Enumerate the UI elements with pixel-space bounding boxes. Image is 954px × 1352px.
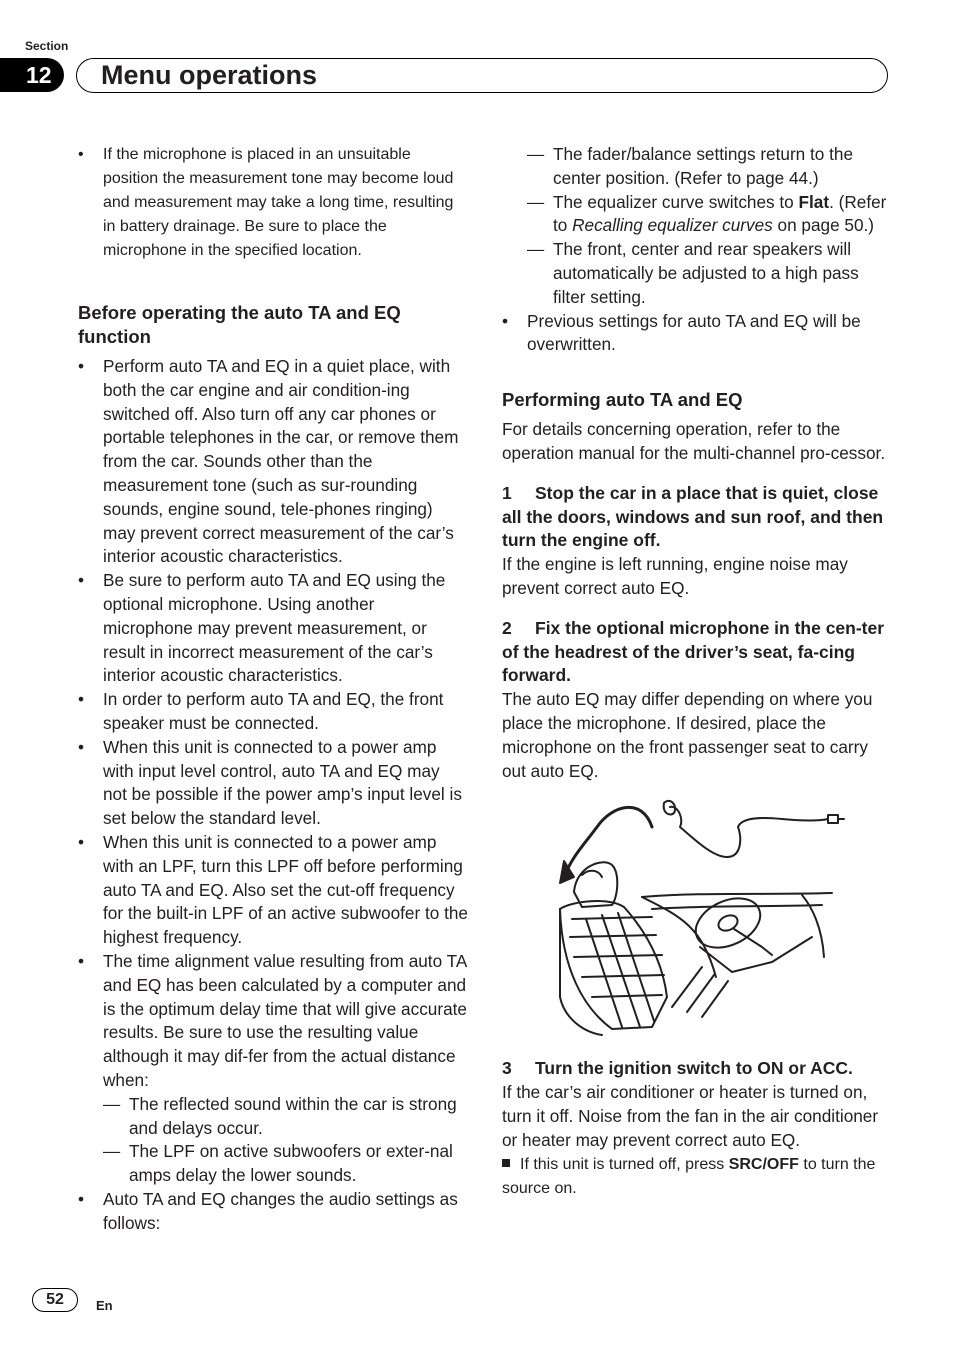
- page-title-box: [76, 58, 888, 93]
- note-square-icon: [502, 1159, 510, 1167]
- list-item: • The time alignment value resulting from auto TA and EQ has been calculated by a computer and is the optimum delay time that will give accurate results. Be sure to use the resulting value although it may dif-fer from the actual distance when:: [78, 950, 467, 1090]
- page-title: Menu operations: [101, 60, 318, 90]
- step-2: 2 Fix the optional microphone in the cen-ter of the headrest of the driver’s seat, fa-cing forward. The auto EQ may differ depending on where you place the microphone. If desired, place the microphone on the front passenger seat to carry out auto EQ.: [502, 617, 885, 781]
- language-code: En: [96, 1298, 113, 1313]
- list-item: • Auto TA and EQ changes the audio settings as follows:: [78, 1188, 458, 1233]
- list-item: • When this unit is connected to a power amp with an LPF, turn this LPF off before performing auto TA and EQ. Also set the cut-off frequency for the built-in LPF of an active subwoofer to the highest frequency.: [78, 831, 468, 948]
- precaution-list: [78, 355, 468, 1235]
- bullet-dot: •: [78, 146, 84, 163]
- car-seat-microphone-drawing: [502, 797, 894, 1037]
- sub-dash-list: [78, 1093, 468, 1188]
- intro-paragraph: For details concerning operation, refer to the operation manual for the multi-channel pro-cessor.: [502, 419, 886, 463]
- cross-reference: Recalling equalizer curves: [572, 215, 773, 236]
- intro-bullet: [78, 143, 468, 263]
- dash-item: — The equalizer curve switches to Flat. (Refer to Recalling equalizer curves on page 50.): [527, 191, 887, 236]
- step-3: 3 Turn the ignition switch to ON or ACC. If the car’s air conditioner or heater is turned on, turn it off. Noise from the fan in the air conditioner or heater may prevent correct auto EQ.: [502, 1058, 879, 1150]
- section-heading: Before operating the auto TA and EQ function: [78, 302, 401, 347]
- step-1: 1 Stop the car in a place that is quiet, close all the doors, windows and sun roof, and then turn the engine off. If the engine is left running, engine noise may prevent correct auto EQ.: [502, 482, 884, 598]
- note: If this unit is turned off, press SRC/OFF to turn the source on.: [502, 1155, 876, 1197]
- section-number-badge: 12: [0, 58, 64, 92]
- dash-item: — The reflected sound within the car is strong and delays occur.: [103, 1093, 457, 1138]
- src-off-button-label: SRC/OFF: [728, 1155, 799, 1173]
- list-item: • Previous settings for auto TA and EQ will be overwritten.: [502, 310, 861, 355]
- list-item: • When this unit is connected to a power amp with input level control, auto TA and EQ may not be possible if the power amp’s input level is set below the standard level.: [78, 736, 462, 829]
- microphone-placement-illustration: [502, 797, 894, 1037]
- left-column: [78, 143, 468, 1235]
- flat-label: Flat: [798, 191, 830, 212]
- page-number: 52: [32, 1288, 78, 1312]
- section-heading: Performing auto TA and EQ: [502, 389, 743, 411]
- intro-bullet-text: If the microphone is placed in an unsuitable position the measurement tone may become loud and measurement may take a long time, resulting in battery drainage. Be sure to place the microphone in the specified location.: [103, 146, 454, 259]
- list-item: • Be sure to perform auto TA and EQ using the optional microphone. Using another microphone may prevent measurement, or result in incorrect measurement of the car’s interior acoustic characteristics.: [78, 570, 446, 686]
- list-item: • In order to perform auto TA and EQ, the front speaker must be connected.: [78, 689, 444, 733]
- list-item: • Perform auto TA and EQ in a quiet place, with both the car engine and air condition-ing switched off. Also turn off any car phones or portable telephones in the car, or remove them from the car. Sounds other than the measurement tone (such as sur-rounding sounds, engine sound, tele-phones ringing) may prevent correct measurement of the car’s interior acoustic characteristics.: [78, 356, 459, 567]
- settings-dash-list: [502, 143, 894, 310]
- right-column: [502, 143, 894, 1201]
- section-label: Section: [25, 39, 69, 53]
- dash-item: — The fader/balance settings return to the center position. (Refer to page 44.): [527, 144, 854, 188]
- dash-item: — The LPF on active subwoofers or exter-nal amps delay the lower sounds.: [103, 1141, 453, 1186]
- dash-item: — The front, center and rear speakers will automatically be adjusted to a high pass filter setting.: [527, 239, 859, 307]
